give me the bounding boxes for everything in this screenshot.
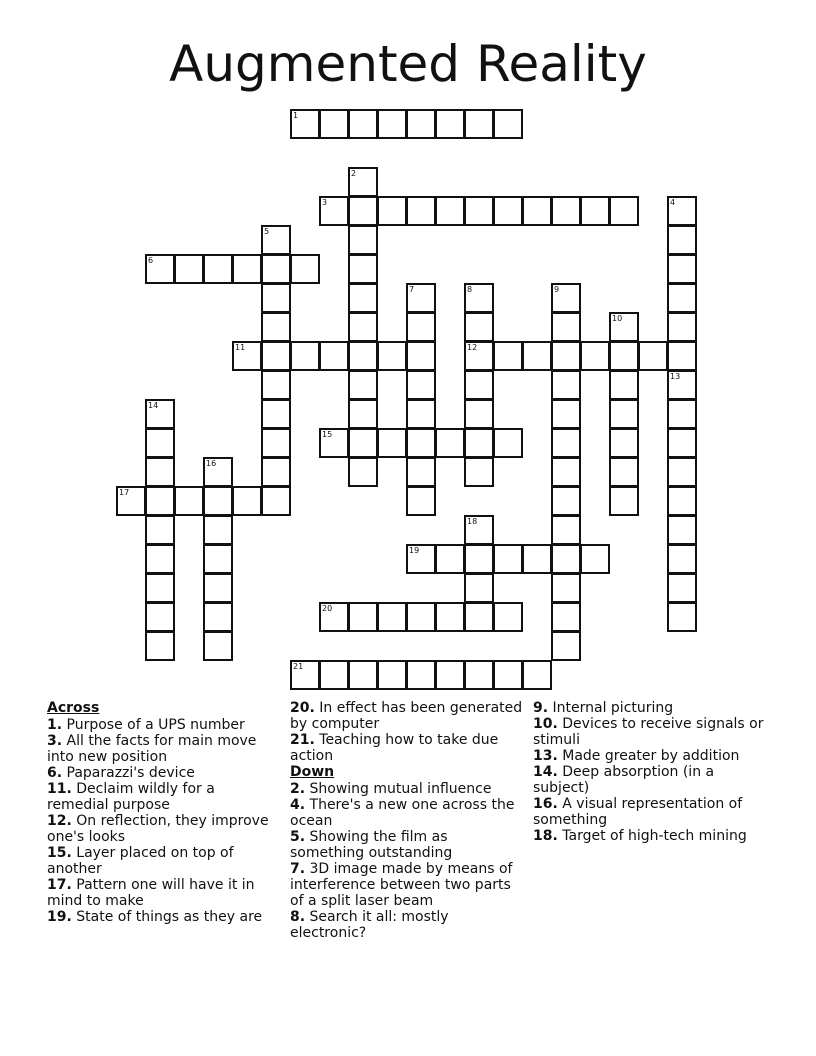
- clue-number: 17.: [47, 877, 72, 893]
- grid-cell[interactable]: [551, 283, 581, 313]
- grid-cell[interactable]: [377, 602, 407, 632]
- grid-cell[interactable]: [464, 399, 494, 429]
- grid-cell[interactable]: [348, 196, 378, 226]
- grid-cell[interactable]: [464, 515, 494, 545]
- clue-text: Showing mutual influence: [309, 781, 492, 797]
- grid-cell[interactable]: [145, 399, 175, 429]
- grid-cell[interactable]: [319, 196, 349, 226]
- grid-cell[interactable]: [406, 602, 436, 632]
- grid-cell[interactable]: [464, 660, 494, 690]
- clue-text: Declaim wildly for a remedial purpose: [47, 781, 215, 813]
- clues-column-3: [533, 700, 773, 844]
- grid-cell[interactable]: [667, 428, 697, 458]
- clue-text: Devices to receive signals or stimuli: [533, 716, 764, 748]
- grid-cell[interactable]: [145, 602, 175, 632]
- cell-number: 1: [293, 111, 299, 120]
- clue-item: [533, 828, 773, 844]
- grid-cell[interactable]: [261, 486, 291, 516]
- cell-number: 19: [409, 546, 420, 555]
- clue-text: Teaching how to take due action: [290, 732, 499, 764]
- grid-cell[interactable]: [522, 660, 552, 690]
- clue-item: [47, 813, 279, 845]
- grid-cell[interactable]: [551, 573, 581, 603]
- grid-cell[interactable]: [667, 399, 697, 429]
- grid-cell[interactable]: [261, 341, 291, 371]
- grid-cell[interactable]: [609, 486, 639, 516]
- clue-number: 15.: [47, 845, 72, 861]
- grid-cell[interactable]: [551, 428, 581, 458]
- grid-cell[interactable]: [493, 341, 523, 371]
- grid-cell[interactable]: [667, 341, 697, 371]
- grid-cell[interactable]: [406, 283, 436, 313]
- grid-cell[interactable]: [348, 457, 378, 487]
- grid-cell[interactable]: [464, 428, 494, 458]
- grid-cell[interactable]: [522, 341, 552, 371]
- grid-cell[interactable]: [435, 428, 465, 458]
- grid-cell[interactable]: [609, 428, 639, 458]
- clue-text: Target of high-tech mining: [562, 828, 747, 844]
- grid-cell[interactable]: [551, 196, 581, 226]
- grid-cell[interactable]: [348, 254, 378, 284]
- clue-text: All the facts for main move into new position: [47, 733, 257, 765]
- grid-cell[interactable]: [261, 283, 291, 313]
- clue-text: On reflection, they improve one's looks: [47, 813, 269, 845]
- grid-cell[interactable]: [551, 486, 581, 516]
- grid-cell[interactable]: [551, 544, 581, 574]
- cell-number: 9: [554, 285, 560, 294]
- grid-cell[interactable]: [667, 486, 697, 516]
- clue-number: 6.: [47, 765, 63, 781]
- grid-cell[interactable]: [319, 428, 349, 458]
- grid-cell[interactable]: [145, 573, 175, 603]
- grid-cell[interactable]: [232, 341, 262, 371]
- grid-cell[interactable]: [551, 631, 581, 661]
- grid-cell[interactable]: [493, 109, 523, 139]
- clue-text: Deep absorption (in a subject): [533, 764, 715, 796]
- clue-item: [290, 909, 526, 941]
- clue-text: Internal picturing: [552, 700, 674, 716]
- grid-cell[interactable]: [203, 457, 233, 487]
- cell-number: 8: [467, 285, 473, 294]
- grid-cell[interactable]: [319, 109, 349, 139]
- grid-cell[interactable]: [348, 370, 378, 400]
- grid-cell[interactable]: [319, 602, 349, 632]
- grid-cell[interactable]: [667, 573, 697, 603]
- grid-cell[interactable]: [609, 457, 639, 487]
- grid-cell[interactable]: [493, 660, 523, 690]
- grid-cell[interactable]: [406, 370, 436, 400]
- clue-number: 8.: [290, 909, 306, 925]
- down-header: Down: [290, 764, 335, 780]
- clue-number: 14.: [533, 764, 558, 780]
- cell-number: 15: [322, 430, 333, 439]
- grid-cell[interactable]: [174, 254, 204, 284]
- grid-cell[interactable]: [609, 370, 639, 400]
- clue-item: [290, 732, 526, 764]
- grid-cell[interactable]: [464, 109, 494, 139]
- grid-cell[interactable]: [609, 312, 639, 342]
- grid-cell[interactable]: [667, 312, 697, 342]
- grid-cell[interactable]: [464, 370, 494, 400]
- grid-cell[interactable]: [203, 573, 233, 603]
- grid-cell[interactable]: [551, 341, 581, 371]
- clue-item: [47, 733, 279, 765]
- grid-cell[interactable]: [145, 428, 175, 458]
- grid-cell[interactable]: [551, 457, 581, 487]
- grid-cell[interactable]: [145, 631, 175, 661]
- clue-item: [47, 717, 279, 733]
- clue-item: [290, 829, 526, 861]
- clue-number: 5.: [290, 829, 306, 845]
- grid-cell[interactable]: [406, 196, 436, 226]
- grid-cell[interactable]: [493, 196, 523, 226]
- grid-cell[interactable]: [348, 225, 378, 255]
- grid-cell[interactable]: [667, 515, 697, 545]
- grid-cell[interactable]: [667, 544, 697, 574]
- grid-cell[interactable]: [290, 660, 320, 690]
- grid-cell[interactable]: [464, 457, 494, 487]
- grid-cell[interactable]: [203, 486, 233, 516]
- grid-cell[interactable]: [406, 399, 436, 429]
- cell-number: 18: [467, 517, 478, 526]
- grid-cell[interactable]: [464, 341, 494, 371]
- grid-cell[interactable]: [348, 341, 378, 371]
- grid-cell[interactable]: [348, 660, 378, 690]
- cell-number: 7: [409, 285, 415, 294]
- cell-number: 14: [148, 401, 159, 410]
- grid-cell[interactable]: [145, 544, 175, 574]
- clue-item: [47, 909, 279, 925]
- clue-item: [533, 716, 773, 748]
- grid-cell[interactable]: [551, 312, 581, 342]
- grid-cell[interactable]: [232, 254, 262, 284]
- grid-cell[interactable]: [348, 312, 378, 342]
- clue-number: 10.: [533, 716, 558, 732]
- cell-number: 11: [235, 343, 246, 352]
- clue-item: [290, 700, 526, 732]
- clue-text: A visual representation of something: [533, 796, 743, 828]
- grid-cell[interactable]: [551, 370, 581, 400]
- cell-number: 12: [467, 343, 478, 352]
- grid-cell[interactable]: [174, 486, 204, 516]
- grid-cell[interactable]: [261, 428, 291, 458]
- grid-cell[interactable]: [290, 109, 320, 139]
- grid-cell[interactable]: [406, 544, 436, 574]
- grid-cell[interactable]: [348, 428, 378, 458]
- grid-cell[interactable]: [261, 225, 291, 255]
- cell-number: 16: [206, 459, 217, 468]
- grid-cell[interactable]: [580, 196, 610, 226]
- grid-cell[interactable]: [667, 457, 697, 487]
- grid-cell[interactable]: [319, 341, 349, 371]
- cell-number: 21: [293, 662, 304, 671]
- grid-cell[interactable]: [435, 602, 465, 632]
- grid-cell[interactable]: [348, 602, 378, 632]
- grid-cell[interactable]: [609, 196, 639, 226]
- grid-cell[interactable]: [406, 341, 436, 371]
- clues-column-1: [47, 700, 279, 925]
- cell-number: 17: [119, 488, 130, 497]
- clue-number: 16.: [533, 796, 558, 812]
- grid-cell[interactable]: [348, 283, 378, 313]
- grid-cell[interactable]: [464, 544, 494, 574]
- page-title: Augmented Reality: [169, 35, 647, 93]
- clue-number: 21.: [290, 732, 315, 748]
- grid-cell[interactable]: [551, 602, 581, 632]
- clue-number: 13.: [533, 748, 558, 764]
- cell-number: 10: [612, 314, 623, 323]
- grid-cell[interactable]: [348, 109, 378, 139]
- grid-cell[interactable]: [319, 660, 349, 690]
- grid-cell[interactable]: [551, 399, 581, 429]
- grid-cell[interactable]: [493, 428, 523, 458]
- clue-number: 18.: [533, 828, 558, 844]
- grid-cell[interactable]: [145, 486, 175, 516]
- grid-cell[interactable]: [435, 544, 465, 574]
- grid-cell[interactable]: [261, 370, 291, 400]
- grid-cell[interactable]: [406, 428, 436, 458]
- clue-item: [533, 764, 773, 796]
- grid-cell[interactable]: [609, 399, 639, 429]
- grid-cell[interactable]: [377, 660, 407, 690]
- grid-cell[interactable]: [406, 660, 436, 690]
- clue-text: Showing the film as something outstanding: [290, 829, 453, 861]
- clue-number: 7.: [290, 861, 306, 877]
- grid-cell[interactable]: [435, 660, 465, 690]
- clue-text: Paparazzi's device: [66, 765, 195, 781]
- grid-cell[interactable]: [464, 283, 494, 313]
- clue-item: [290, 797, 526, 829]
- clue-number: 4.: [290, 797, 306, 813]
- grid-cell[interactable]: [145, 515, 175, 545]
- grid-cell[interactable]: [667, 370, 697, 400]
- grid-cell[interactable]: [435, 109, 465, 139]
- clue-number: 11.: [47, 781, 72, 797]
- grid-cell[interactable]: [551, 515, 581, 545]
- grid-cell[interactable]: [261, 399, 291, 429]
- grid-cell[interactable]: [203, 515, 233, 545]
- grid-cell[interactable]: [145, 457, 175, 487]
- grid-cell[interactable]: [261, 254, 291, 284]
- grid-cell[interactable]: [348, 167, 378, 197]
- clue-item: [47, 765, 279, 781]
- clue-item: [290, 781, 526, 797]
- grid-cell[interactable]: [580, 341, 610, 371]
- grid-cell[interactable]: [580, 544, 610, 574]
- clue-text: 3D image made by means of interference between two parts of a split laser beam: [290, 861, 513, 909]
- clue-item: [533, 700, 773, 716]
- clue-item: [533, 796, 773, 828]
- clue-number: 12.: [47, 813, 72, 829]
- clue-number: 2.: [290, 781, 306, 797]
- grid-cell[interactable]: [493, 602, 523, 632]
- cell-number: 4: [670, 198, 676, 207]
- cell-number: 20: [322, 604, 333, 613]
- grid-cell[interactable]: [522, 196, 552, 226]
- grid-cell[interactable]: [203, 631, 233, 661]
- grid-cell[interactable]: [406, 457, 436, 487]
- grid-cell[interactable]: [406, 109, 436, 139]
- cell-number: 6: [148, 256, 154, 265]
- cell-number: 3: [322, 198, 328, 207]
- grid-cell[interactable]: [464, 573, 494, 603]
- grid-cell[interactable]: [464, 602, 494, 632]
- clue-item: [533, 748, 773, 764]
- clue-number: 1.: [47, 717, 63, 733]
- grid-cell[interactable]: [232, 486, 262, 516]
- grid-cell[interactable]: [377, 109, 407, 139]
- clue-number: 20.: [290, 700, 315, 716]
- grid-cell[interactable]: [203, 254, 233, 284]
- clue-number: 19.: [47, 909, 72, 925]
- clues-column-2: [290, 700, 526, 941]
- cell-number: 13: [670, 372, 681, 381]
- grid-cell[interactable]: [464, 312, 494, 342]
- clue-number: 3.: [47, 733, 63, 749]
- clue-item: [47, 877, 279, 909]
- cell-number: 2: [351, 169, 357, 178]
- grid-cell[interactable]: [406, 312, 436, 342]
- grid-cell[interactable]: [667, 225, 697, 255]
- cell-number: 5: [264, 227, 270, 236]
- grid-cell[interactable]: [290, 254, 320, 284]
- clue-item: [47, 845, 279, 877]
- grid-cell[interactable]: [261, 312, 291, 342]
- grid-cell[interactable]: [406, 486, 436, 516]
- across-header: Across: [47, 700, 100, 716]
- grid-cell[interactable]: [377, 428, 407, 458]
- clue-text: Purpose of a UPS number: [66, 717, 245, 733]
- grid-cell[interactable]: [435, 196, 465, 226]
- grid-cell[interactable]: [667, 196, 697, 226]
- grid-cell[interactable]: [348, 399, 378, 429]
- grid-cell[interactable]: [667, 283, 697, 313]
- grid-cell[interactable]: [203, 602, 233, 632]
- grid-cell[interactable]: [145, 254, 175, 284]
- grid-cell[interactable]: [261, 457, 291, 487]
- grid-cell[interactable]: [464, 196, 494, 226]
- clue-text: Made greater by addition: [562, 748, 740, 764]
- clue-text: State of things as they are: [76, 909, 263, 925]
- clue-item: [47, 781, 279, 813]
- grid-cell[interactable]: [203, 544, 233, 574]
- grid-cell[interactable]: [377, 196, 407, 226]
- clue-text: There's a new one across the ocean: [290, 797, 515, 829]
- clue-text: Layer placed on top of another: [47, 845, 234, 877]
- grid-cell[interactable]: [522, 544, 552, 574]
- grid-cell[interactable]: [667, 602, 697, 632]
- grid-cell[interactable]: [609, 341, 639, 371]
- clue-text: Search it all: mostly electronic?: [290, 909, 449, 941]
- grid-cell[interactable]: [116, 486, 146, 516]
- clue-number: 9.: [533, 700, 549, 716]
- clue-item: [290, 861, 526, 909]
- clue-text: In effect has been generated by computer: [290, 700, 523, 732]
- grid-cell[interactable]: [377, 341, 407, 371]
- grid-cell[interactable]: [493, 544, 523, 574]
- clue-text: Pattern one will have it in mind to make: [47, 877, 255, 909]
- grid-cell[interactable]: [638, 341, 668, 371]
- grid-cell[interactable]: [290, 341, 320, 371]
- grid-cell[interactable]: [667, 254, 697, 284]
